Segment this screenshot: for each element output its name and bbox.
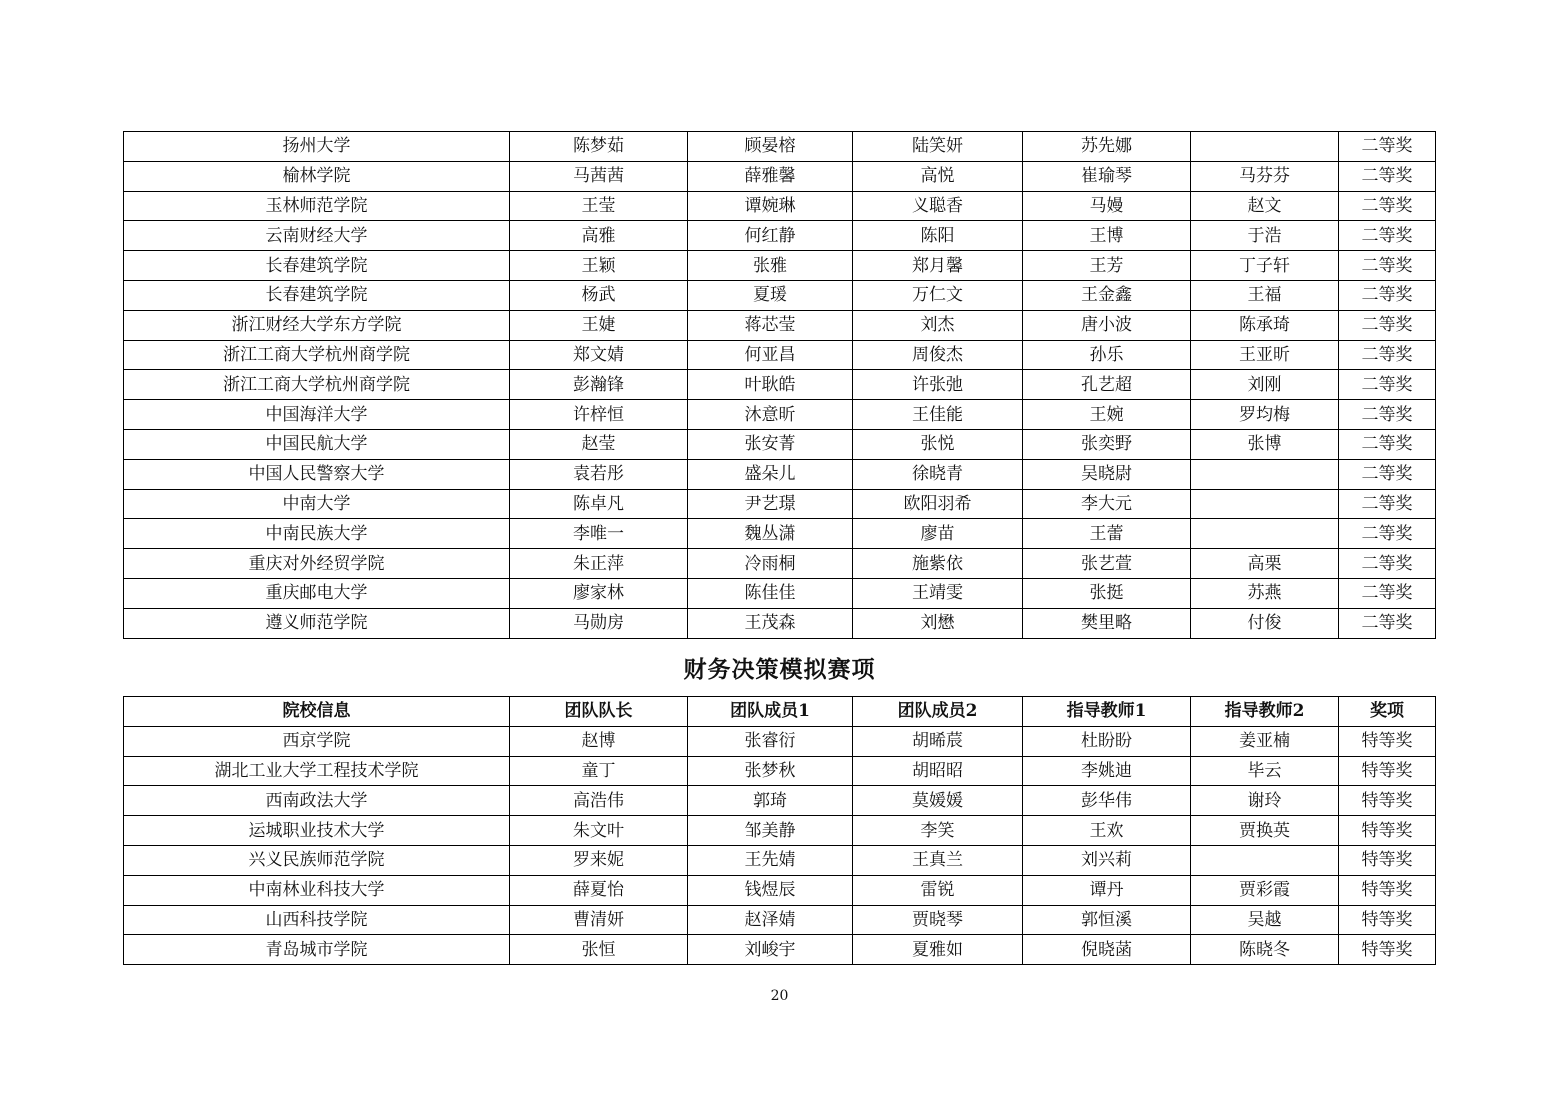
member-2-cell: 胡晞莀 <box>853 726 1023 756</box>
award-cell: 二等奖 <box>1339 221 1436 251</box>
member-2-cell: 廖苗 <box>853 519 1023 549</box>
school-cell: 重庆邮电大学 <box>124 578 510 608</box>
column-header: 院校信息 <box>124 697 510 727</box>
award-cell: 二等奖 <box>1339 132 1436 162</box>
table-row <box>124 726 1436 756</box>
member-1-cell: 张睿衍 <box>688 726 853 756</box>
captain-cell: 马勋房 <box>510 608 688 638</box>
school-cell: 中南林业科技大学 <box>124 875 510 905</box>
captain-cell: 王莹 <box>510 191 688 221</box>
advisor-1-cell: 张挺 <box>1023 578 1191 608</box>
captain-cell: 陈卓凡 <box>510 489 688 519</box>
table-row <box>124 549 1436 579</box>
advisor-2-cell: 陈晓冬 <box>1191 935 1339 965</box>
captain-cell: 马茜茜 <box>510 161 688 191</box>
member-1-cell: 张安菁 <box>688 429 853 459</box>
table-row <box>124 161 1436 191</box>
school-cell: 浙江工商大学杭州商学院 <box>124 340 510 370</box>
member-1-cell: 赵泽婧 <box>688 905 853 935</box>
award-cell: 二等奖 <box>1339 459 1436 489</box>
captain-cell: 彭瀚锋 <box>510 370 688 400</box>
table-row <box>124 400 1436 430</box>
advisor-2-cell: 丁子轩 <box>1191 251 1339 281</box>
column-header: 奖项 <box>1339 697 1436 727</box>
member-2-cell: 王真兰 <box>853 845 1023 875</box>
member-2-cell: 李笑 <box>853 816 1023 846</box>
captain-cell: 赵博 <box>510 726 688 756</box>
table-row <box>124 935 1436 965</box>
award-cell: 二等奖 <box>1339 340 1436 370</box>
advisor-1-cell: 吴晓尉 <box>1023 459 1191 489</box>
table-row <box>124 221 1436 251</box>
captain-cell: 朱文叶 <box>510 816 688 846</box>
captain-cell: 薛夏怡 <box>510 875 688 905</box>
advisor-1-cell: 杜盼盼 <box>1023 726 1191 756</box>
member-1-cell: 盛朵儿 <box>688 459 853 489</box>
table-row <box>124 608 1436 638</box>
advisor-1-cell: 苏先娜 <box>1023 132 1191 162</box>
award-cell: 二等奖 <box>1339 161 1436 191</box>
member-1-cell: 郭琦 <box>688 786 853 816</box>
member-2-cell: 张悦 <box>853 429 1023 459</box>
school-cell: 中国海洋大学 <box>124 400 510 430</box>
column-header: 指导教师2 <box>1191 697 1339 727</box>
column-header: 团队成员1 <box>688 697 853 727</box>
advisor-1-cell: 唐小波 <box>1023 310 1191 340</box>
award-cell: 特等奖 <box>1339 786 1436 816</box>
captain-cell: 高浩伟 <box>510 786 688 816</box>
table-row <box>124 875 1436 905</box>
captain-cell: 高雅 <box>510 221 688 251</box>
member-2-cell: 高悦 <box>853 161 1023 191</box>
member-1-cell: 谭婉琳 <box>688 191 853 221</box>
advisor-1-cell: 王芳 <box>1023 251 1191 281</box>
member-1-cell: 张雅 <box>688 251 853 281</box>
captain-cell: 袁若彤 <box>510 459 688 489</box>
table-row <box>124 340 1436 370</box>
page-number: 20 <box>770 988 789 1004</box>
award-table-continued <box>123 131 1436 639</box>
school-cell: 青岛城市学院 <box>124 935 510 965</box>
table-row <box>124 280 1436 310</box>
captain-cell: 杨武 <box>510 280 688 310</box>
advisor-1-cell: 樊里略 <box>1023 608 1191 638</box>
column-header: 指导教师1 <box>1023 697 1191 727</box>
table-header-row <box>124 697 1436 727</box>
school-cell: 浙江工商大学杭州商学院 <box>124 370 510 400</box>
member-2-cell: 周俊杰 <box>853 340 1023 370</box>
advisor-1-cell: 彭华伟 <box>1023 786 1191 816</box>
member-1-cell: 冷雨桐 <box>688 549 853 579</box>
advisor-1-cell: 王金鑫 <box>1023 280 1191 310</box>
table-row <box>124 251 1436 281</box>
section-title: 财务决策模拟赛项 <box>683 656 876 683</box>
advisor-2-cell <box>1191 459 1339 489</box>
advisor-2-cell: 贾彩霞 <box>1191 875 1339 905</box>
member-1-cell: 魏丛潇 <box>688 519 853 549</box>
advisor-1-cell: 王婉 <box>1023 400 1191 430</box>
school-cell: 山西科技学院 <box>124 905 510 935</box>
advisor-2-cell <box>1191 845 1339 875</box>
advisor-1-cell: 倪晓菡 <box>1023 935 1191 965</box>
table-row <box>124 191 1436 221</box>
advisor-2-cell: 罗均梅 <box>1191 400 1339 430</box>
award-cell: 二等奖 <box>1339 578 1436 608</box>
school-cell: 榆林学院 <box>124 161 510 191</box>
captain-cell: 童丁 <box>510 756 688 786</box>
advisor-2-cell: 王福 <box>1191 280 1339 310</box>
member-1-cell: 尹艺璟 <box>688 489 853 519</box>
award-cell: 二等奖 <box>1339 310 1436 340</box>
school-cell: 运城职业技术大学 <box>124 816 510 846</box>
school-cell: 中南大学 <box>124 489 510 519</box>
member-2-cell: 万仁文 <box>853 280 1023 310</box>
table-row <box>124 132 1436 162</box>
column-header: 团队队长 <box>510 697 688 727</box>
member-2-cell: 刘懋 <box>853 608 1023 638</box>
school-cell: 西南政法大学 <box>124 786 510 816</box>
award-cell: 二等奖 <box>1339 549 1436 579</box>
award-cell: 二等奖 <box>1339 280 1436 310</box>
member-2-cell: 郑月馨 <box>853 251 1023 281</box>
advisor-2-cell: 苏燕 <box>1191 578 1339 608</box>
advisor-2-cell: 刘刚 <box>1191 370 1339 400</box>
column-header: 团队成员2 <box>853 697 1023 727</box>
member-2-cell: 雷锐 <box>853 875 1023 905</box>
captain-cell: 罗来妮 <box>510 845 688 875</box>
advisor-1-cell: 王博 <box>1023 221 1191 251</box>
advisor-1-cell: 王蕾 <box>1023 519 1191 549</box>
school-cell: 浙江财经大学东方学院 <box>124 310 510 340</box>
advisor-2-cell: 赵文 <box>1191 191 1339 221</box>
member-2-cell: 徐晓青 <box>853 459 1023 489</box>
award-table-continued-body <box>124 132 1436 639</box>
member-1-cell: 何红静 <box>688 221 853 251</box>
school-cell: 兴义民族师范学院 <box>124 845 510 875</box>
table-row <box>124 756 1436 786</box>
member-2-cell: 贾晓琴 <box>853 905 1023 935</box>
advisor-1-cell: 李大元 <box>1023 489 1191 519</box>
member-2-cell: 欧阳羽希 <box>853 489 1023 519</box>
advisor-1-cell: 孙乐 <box>1023 340 1191 370</box>
advisor-2-cell: 于浩 <box>1191 221 1339 251</box>
advisor-2-cell: 贾换英 <box>1191 816 1339 846</box>
advisor-1-cell: 崔瑜琴 <box>1023 161 1191 191</box>
captain-cell: 王婕 <box>510 310 688 340</box>
member-1-cell: 夏瑗 <box>688 280 853 310</box>
captain-cell: 王颖 <box>510 251 688 281</box>
school-cell: 重庆对外经贸学院 <box>124 549 510 579</box>
advisor-1-cell: 张艺萱 <box>1023 549 1191 579</box>
table-row <box>124 310 1436 340</box>
member-1-cell: 王先婧 <box>688 845 853 875</box>
member-1-cell: 陈佳佳 <box>688 578 853 608</box>
captain-cell: 许梓恒 <box>510 400 688 430</box>
captain-cell: 陈梦茹 <box>510 132 688 162</box>
award-cell: 特等奖 <box>1339 756 1436 786</box>
captain-cell: 赵莹 <box>510 429 688 459</box>
financial-decision-award-table-body <box>124 726 1436 964</box>
award-cell: 二等奖 <box>1339 400 1436 430</box>
member-1-cell: 钱煜辰 <box>688 875 853 905</box>
advisor-1-cell: 张奕野 <box>1023 429 1191 459</box>
member-2-cell: 施紫依 <box>853 549 1023 579</box>
member-2-cell: 刘杰 <box>853 310 1023 340</box>
member-2-cell: 胡昭昭 <box>853 756 1023 786</box>
member-1-cell: 薛雅馨 <box>688 161 853 191</box>
school-cell: 玉林师范学院 <box>124 191 510 221</box>
member-1-cell: 张梦秋 <box>688 756 853 786</box>
advisor-2-cell: 姜亚楠 <box>1191 726 1339 756</box>
table-row <box>124 489 1436 519</box>
captain-cell: 李唯一 <box>510 519 688 549</box>
captain-cell: 张恒 <box>510 935 688 965</box>
table-row <box>124 429 1436 459</box>
advisor-2-cell <box>1191 519 1339 549</box>
table-row <box>124 786 1436 816</box>
advisor-2-cell: 马芬芬 <box>1191 161 1339 191</box>
award-cell: 特等奖 <box>1339 935 1436 965</box>
award-cell: 特等奖 <box>1339 726 1436 756</box>
advisor-1-cell: 孔艺超 <box>1023 370 1191 400</box>
member-2-cell: 王靖雯 <box>853 578 1023 608</box>
school-cell: 长春建筑学院 <box>124 251 510 281</box>
school-cell: 长春建筑学院 <box>124 280 510 310</box>
member-1-cell: 何亚昌 <box>688 340 853 370</box>
table-row <box>124 578 1436 608</box>
award-cell: 特等奖 <box>1339 905 1436 935</box>
member-1-cell: 顾晏榕 <box>688 132 853 162</box>
advisor-2-cell <box>1191 132 1339 162</box>
advisor-1-cell: 王欢 <box>1023 816 1191 846</box>
member-2-cell: 义聪香 <box>853 191 1023 221</box>
award-cell: 二等奖 <box>1339 370 1436 400</box>
financial-decision-award-table <box>123 696 1436 965</box>
award-cell: 二等奖 <box>1339 191 1436 221</box>
school-cell: 湖北工业大学工程技术学院 <box>124 756 510 786</box>
member-2-cell: 许张弛 <box>853 370 1023 400</box>
school-cell: 遵义师范学院 <box>124 608 510 638</box>
member-2-cell: 陆笑妍 <box>853 132 1023 162</box>
award-cell: 二等奖 <box>1339 489 1436 519</box>
school-cell: 扬州大学 <box>124 132 510 162</box>
school-cell: 中南民族大学 <box>124 519 510 549</box>
award-cell: 二等奖 <box>1339 251 1436 281</box>
advisor-2-cell: 张博 <box>1191 429 1339 459</box>
captain-cell: 郑文婧 <box>510 340 688 370</box>
advisor-1-cell: 马嫚 <box>1023 191 1191 221</box>
advisor-2-cell: 毕云 <box>1191 756 1339 786</box>
member-1-cell: 王茂森 <box>688 608 853 638</box>
advisor-1-cell: 李姚迪 <box>1023 756 1191 786</box>
table-row <box>124 459 1436 489</box>
school-cell: 云南财经大学 <box>124 221 510 251</box>
school-cell: 中国民航大学 <box>124 429 510 459</box>
advisor-2-cell: 王亚昕 <box>1191 340 1339 370</box>
member-2-cell: 莫媛媛 <box>853 786 1023 816</box>
captain-cell: 曹清妍 <box>510 905 688 935</box>
award-cell: 特等奖 <box>1339 845 1436 875</box>
member-1-cell: 叶耿皓 <box>688 370 853 400</box>
award-cell: 二等奖 <box>1339 608 1436 638</box>
award-cell: 特等奖 <box>1339 875 1436 905</box>
advisor-2-cell: 付俊 <box>1191 608 1339 638</box>
captain-cell: 朱正萍 <box>510 549 688 579</box>
advisor-2-cell: 谢玲 <box>1191 786 1339 816</box>
advisor-2-cell: 高栗 <box>1191 549 1339 579</box>
award-cell: 二等奖 <box>1339 519 1436 549</box>
member-1-cell: 沐意昕 <box>688 400 853 430</box>
member-1-cell: 刘峻宇 <box>688 935 853 965</box>
advisor-1-cell: 刘兴莉 <box>1023 845 1191 875</box>
table-row <box>124 519 1436 549</box>
advisor-2-cell <box>1191 489 1339 519</box>
award-cell: 二等奖 <box>1339 429 1436 459</box>
table-row <box>124 845 1436 875</box>
advisor-2-cell: 吴越 <box>1191 905 1339 935</box>
table-row <box>124 816 1436 846</box>
school-cell: 西京学院 <box>124 726 510 756</box>
advisor-1-cell: 谭丹 <box>1023 875 1191 905</box>
captain-cell: 廖家林 <box>510 578 688 608</box>
advisor-1-cell: 郭恒溪 <box>1023 905 1191 935</box>
member-2-cell: 王佳能 <box>853 400 1023 430</box>
advisor-2-cell: 陈承琦 <box>1191 310 1339 340</box>
member-1-cell: 邹美静 <box>688 816 853 846</box>
table-row <box>124 370 1436 400</box>
school-cell: 中国人民警察大学 <box>124 459 510 489</box>
member-2-cell: 夏雅如 <box>853 935 1023 965</box>
member-2-cell: 陈阳 <box>853 221 1023 251</box>
table-row <box>124 905 1436 935</box>
award-cell: 特等奖 <box>1339 816 1436 846</box>
member-1-cell: 蒋芯莹 <box>688 310 853 340</box>
